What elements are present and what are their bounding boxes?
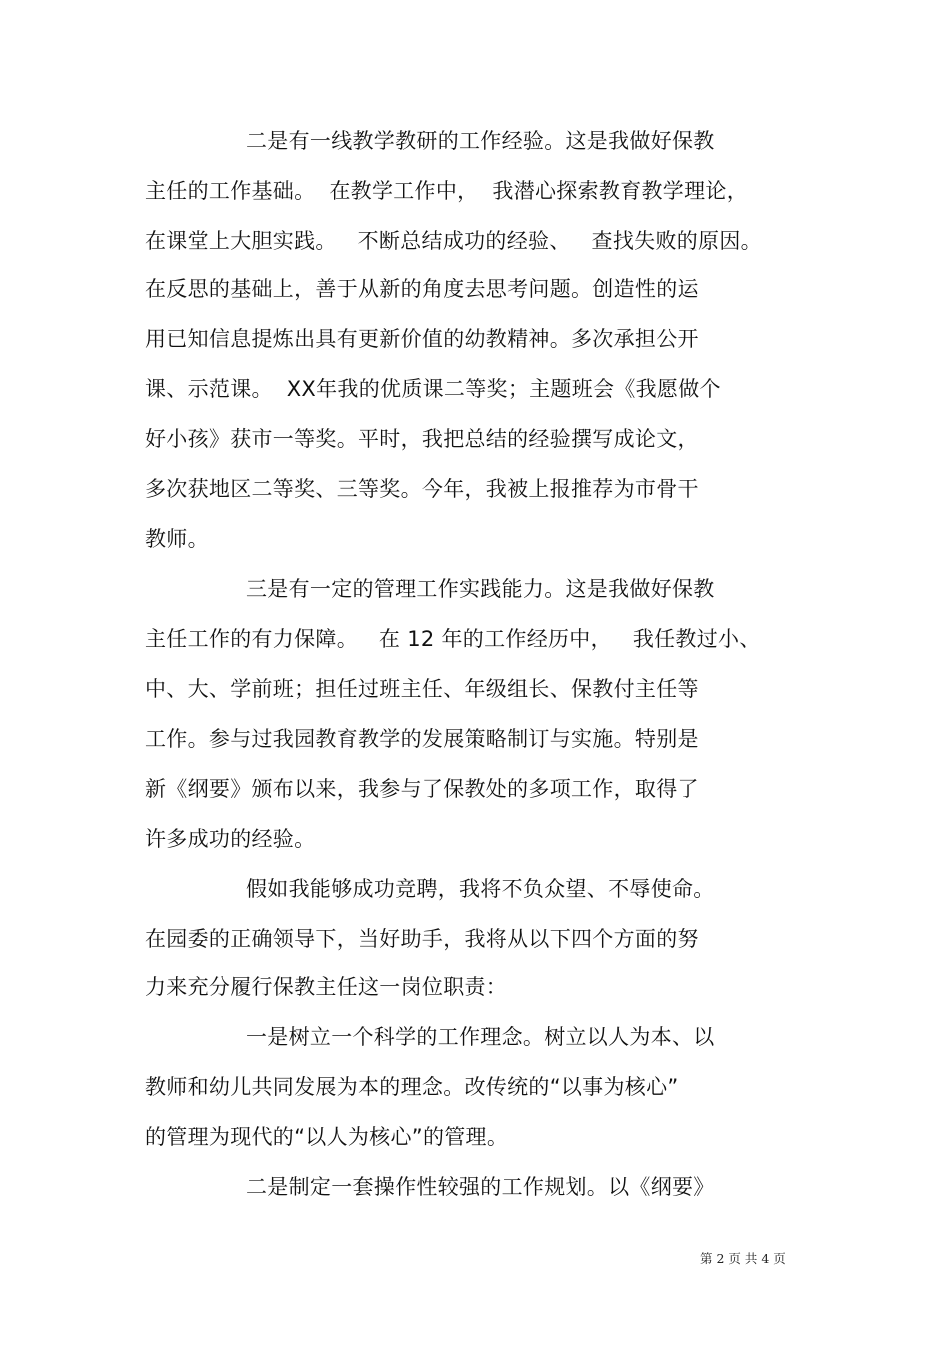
text-line: 假如我能够成功竞聘，我将不负众望、不辱使命。 (246, 877, 715, 901)
text-line: 在园委的正确领导下，当好助手，我将从以下四个方面的努 (145, 927, 699, 951)
text-line: 多次获地区二等奖、三等奖。今年，我被上报推荐为市骨干 (145, 477, 699, 501)
text-line: 主任的工作基础。 在教学工作中， 我潜心探索教育教学理论， (145, 179, 748, 203)
text-line: 在反思的基础上，善于从新的角度去思考问题。创造性的运 (145, 277, 699, 301)
text-line: 主任工作的有力保障。 在 12 年的工作经历中， 我任教过小、 (145, 627, 761, 651)
text-line: 力来充分履行保教主任这一岗位职责： (145, 975, 508, 999)
text-line: 教师。 (145, 527, 209, 551)
text-line: 在课堂上大胆实践。 不断总结成功的经验、 查找失败的原因。 (145, 229, 762, 253)
text-line: 中、大、学前班；担任过班主任、年级组长、保教付主任等 (145, 677, 699, 701)
page-number: 第 2 页 共 4 页 (700, 1251, 786, 1266)
text-line: 二是制定一套操作性较强的工作规划。以《纲要》 (246, 1175, 715, 1199)
text-line: 新《纲要》颁布以来，我参与了保教处的多项工作，取得了 (145, 777, 699, 801)
text-line: 好小孩》获市一等奖。平时，我把总结的经验撰写成论文， (145, 427, 699, 451)
text-line: 的管理为现代的“以人为核心”的管理。 (145, 1125, 509, 1149)
text-line: 三是有一定的管理工作实践能力。这是我做好保教 (246, 577, 715, 601)
text-line: 课、示范课。 XX年我的优质课二等奖；主题班会《我愿做个 (145, 377, 721, 401)
text-line: 工作。参与过我园教育教学的发展策略制订与实施。特别是 (145, 727, 699, 751)
text-line: 用已知信息提炼出具有更新价值的幼教精神。多次承担公开 (145, 327, 699, 351)
text-line: 二是有一线教学教研的工作经验。这是我做好保教 (246, 129, 715, 153)
text-line: 一是树立一个科学的工作理念。树立以人为本、以 (246, 1025, 715, 1049)
text-line: 教师和幼儿共同发展为本的理念。改传统的“以事为核心” (145, 1075, 679, 1099)
text-line: 许多成功的经验。 (145, 827, 316, 851)
